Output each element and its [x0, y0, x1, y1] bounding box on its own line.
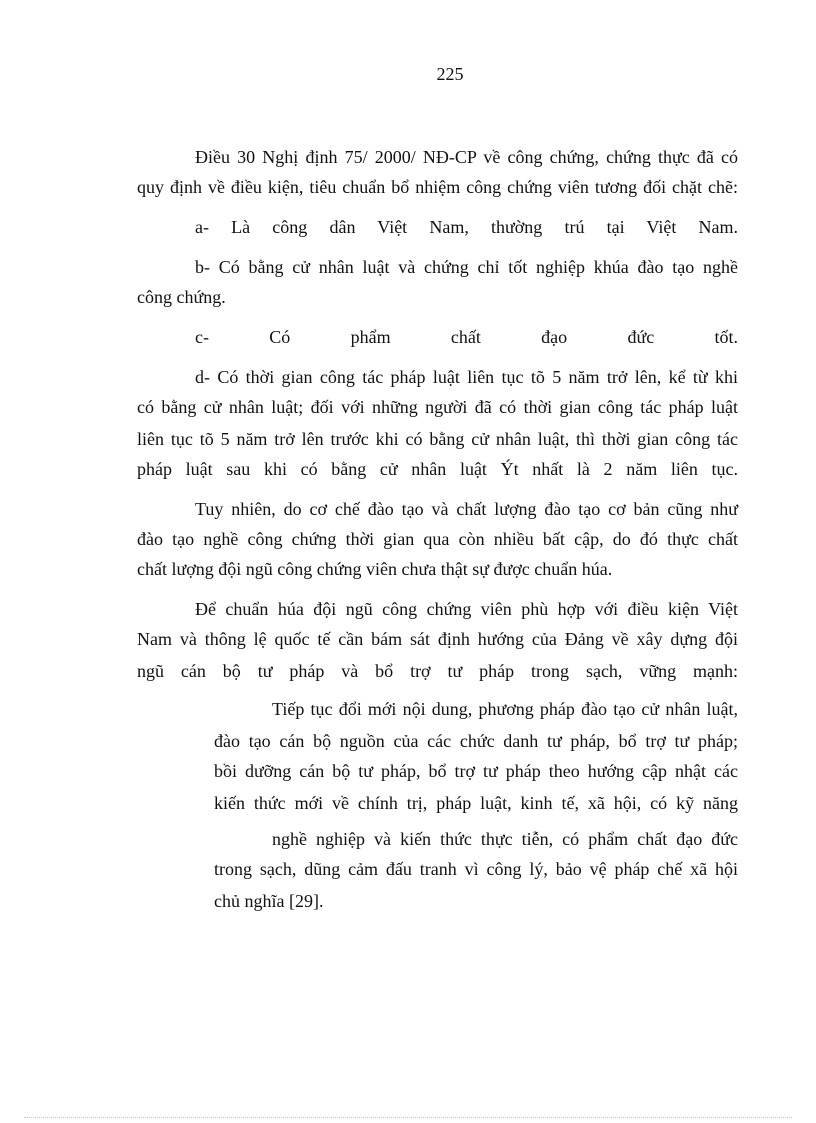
- paragraph-line: Điều 30 Nghị định 75/ 2000/ NĐ-CP về công chứng, chứng thực đã có: [195, 147, 738, 167]
- list-item-b: b- Có bằng cử nhân luật và chứng chỉ tốt nghiệp khúa đào tạo nghề: [195, 257, 738, 277]
- list-item-c: c- Có phẩm chất đạo đức tốt.: [195, 327, 738, 347]
- paragraph-line: quy định về điều kiện, tiêu chuẩn bổ nhiệm công chứng viên tương đối chặt chẽ:: [137, 177, 738, 197]
- block-quote-line: nghề nghiệp và kiến thức thực tiễn, có phẩm chất đạo đức: [272, 829, 738, 849]
- list-item-d-continued: pháp luật sau khi có bằng cử nhân luật Ýt nhất là 2 năm liên tục.: [137, 459, 738, 479]
- block-quote-line: đào tạo cán bộ nguồn của các chức danh tư pháp, bổ trợ tư pháp;: [214, 731, 738, 751]
- paragraph-line: đào tạo nghề công chứng thời gian qua còn nhiều bất cập, do đó thực chất: [137, 529, 738, 549]
- page-bottom-divider: [24, 1117, 792, 1118]
- list-item-a: a- Là công dân Việt Nam, thường trú tại Việt Nam.: [195, 217, 738, 237]
- paragraph-line: chất lượng đội ngũ công chứng viên chưa thật sự được chuẩn húa.: [137, 559, 613, 579]
- block-quote-line: Tiếp tục đổi mới nội dung, phương pháp đào tạo cử nhân luật,: [272, 699, 738, 719]
- page-number: 225: [436, 64, 464, 84]
- paragraph-line: Để chuẩn húa đội ngũ công chứng viên phù hợp với điều kiện Việt: [195, 599, 738, 619]
- paragraph-line: Tuy nhiên, do cơ chế đào tạo và chất lượng đào tạo cơ bản cũng như: [195, 499, 738, 519]
- list-item-d-continued: có bằng cử nhân luật; đối với những người đã có thời gian công tác pháp luật: [137, 397, 738, 417]
- list-item-b-continued: công chứng.: [137, 287, 226, 307]
- block-quote-line: kiến thức mới về chính trị, pháp luật, kinh tế, xã hội, có kỹ năng: [214, 793, 738, 813]
- list-item-d-continued: liên tục tõ 5 năm trở lên trước khi có bằng cử nhân luật, thì thời gian công tác: [137, 429, 738, 449]
- block-quote-line: chủ nghĩa [29].: [214, 891, 324, 911]
- list-item-d: d- Có thời gian công tác pháp luật liên tục tõ 5 năm trở lên, kể từ khi: [195, 367, 738, 387]
- paragraph-line: Nam và thông lệ quốc tế cần bám sát định hướng của Đảng về xây dựng đội: [137, 629, 738, 649]
- paragraph-line: ngũ cán bộ tư pháp và bổ trợ tư pháp trong sạch, vững mạnh:: [137, 661, 738, 681]
- block-quote-line: bồi dưỡng cán bộ tư pháp, bổ trợ tư pháp theo hướng cập nhật các: [214, 761, 738, 781]
- block-quote-line: trong sạch, dũng cảm đấu tranh vì công lý, bảo vệ pháp chế xã hội: [214, 859, 738, 879]
